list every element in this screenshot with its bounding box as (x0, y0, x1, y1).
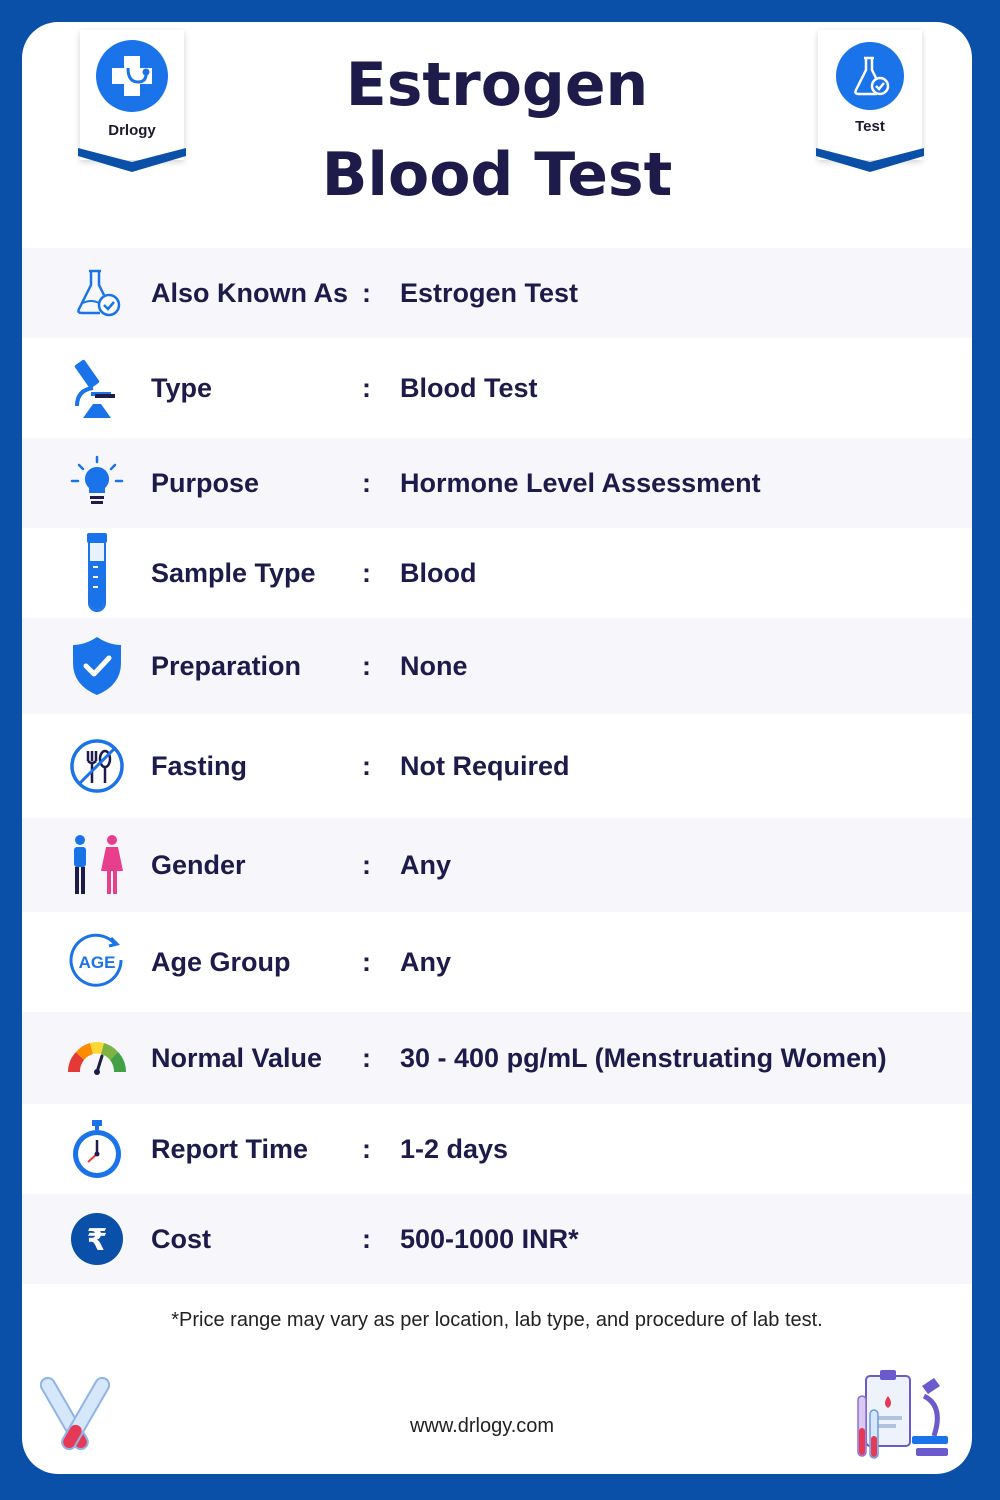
title-line-2: Blood Test (321, 140, 673, 210)
row-label: Normal Value (151, 1042, 323, 1073)
title-line-1: Estrogen (345, 50, 649, 120)
table-row (22, 912, 972, 1012)
table-row (22, 528, 972, 618)
lightbulb-icon (64, 450, 130, 516)
test-tube-icon (64, 540, 130, 606)
gender-icon (64, 832, 130, 898)
row-colon: : (362, 1133, 371, 1164)
table-row (22, 714, 972, 818)
table-row (22, 818, 972, 912)
row-value: None (400, 650, 468, 681)
row-value: Blood (400, 557, 477, 588)
table-row (22, 1012, 972, 1104)
microscope-icon (64, 355, 130, 421)
table-row (22, 438, 972, 528)
shield-check-icon (64, 633, 130, 699)
test-badge (818, 30, 922, 160)
drlogy-badge (80, 30, 184, 160)
price-footnote: *Price range may vary as per location, lab type, and procedure of lab test. (171, 1309, 823, 1331)
lab-equipment-icon (856, 1366, 952, 1462)
row-label: Also Known As (151, 277, 349, 308)
row-value: 1-2 days (400, 1133, 509, 1164)
row-colon: : (362, 650, 371, 681)
table-row (22, 1194, 972, 1284)
flask-check-icon (64, 260, 130, 326)
row-label: Type (151, 372, 213, 403)
ribbon-icon (78, 148, 186, 176)
gauge-icon (64, 1025, 130, 1091)
row-colon: : (362, 277, 371, 308)
row-value: Not Required (400, 750, 570, 781)
row-colon: : (362, 750, 371, 781)
row-label: Report Time (151, 1133, 309, 1164)
row-colon: : (362, 1042, 371, 1073)
row-value: 500-1000 INR* (400, 1223, 579, 1254)
row-value: Blood Test (400, 372, 538, 403)
row-label: Age Group (151, 946, 291, 977)
rupee-symbol: ₹ (86, 1223, 108, 1258)
row-colon: : (362, 946, 371, 977)
row-label: Gender (151, 849, 246, 880)
badge-right-label: Test (855, 118, 885, 135)
table-row (22, 338, 972, 438)
row-label: Fasting (151, 750, 248, 781)
row-value: Any (400, 849, 452, 880)
table-row (22, 248, 972, 338)
info-card (22, 22, 972, 1474)
row-label: Cost (151, 1223, 211, 1254)
test-tubes-icon (40, 1362, 110, 1462)
row-colon: : (362, 467, 371, 498)
row-label: Sample Type (151, 557, 316, 588)
row-value: Hormone Level Assessment (400, 467, 761, 498)
table-row (22, 1104, 972, 1194)
badge-left-label: Drlogy (108, 122, 156, 139)
table-row (22, 618, 972, 714)
no-food-icon (64, 733, 130, 799)
row-value: 30 - 400 pg/mL (Menstruating Women) (400, 1042, 887, 1073)
ribbon-icon (816, 148, 924, 176)
website-link[interactable]: www.drlogy.com (409, 1415, 555, 1437)
age-icon-text: AGE (78, 953, 116, 972)
age-icon (64, 929, 130, 995)
info-table (22, 248, 972, 1284)
rupee-icon (64, 1206, 130, 1272)
row-colon: : (362, 849, 371, 880)
row-label: Purpose (151, 467, 260, 498)
row-colon: : (362, 1223, 371, 1254)
medical-cross-icon (96, 40, 168, 112)
row-label: Preparation (151, 650, 302, 681)
row-value: Estrogen Test (400, 277, 579, 308)
row-colon: : (362, 372, 371, 403)
row-colon: : (362, 557, 371, 588)
row-value: Any (400, 946, 452, 977)
flask-check-icon (836, 42, 904, 110)
stopwatch-icon (64, 1116, 130, 1182)
